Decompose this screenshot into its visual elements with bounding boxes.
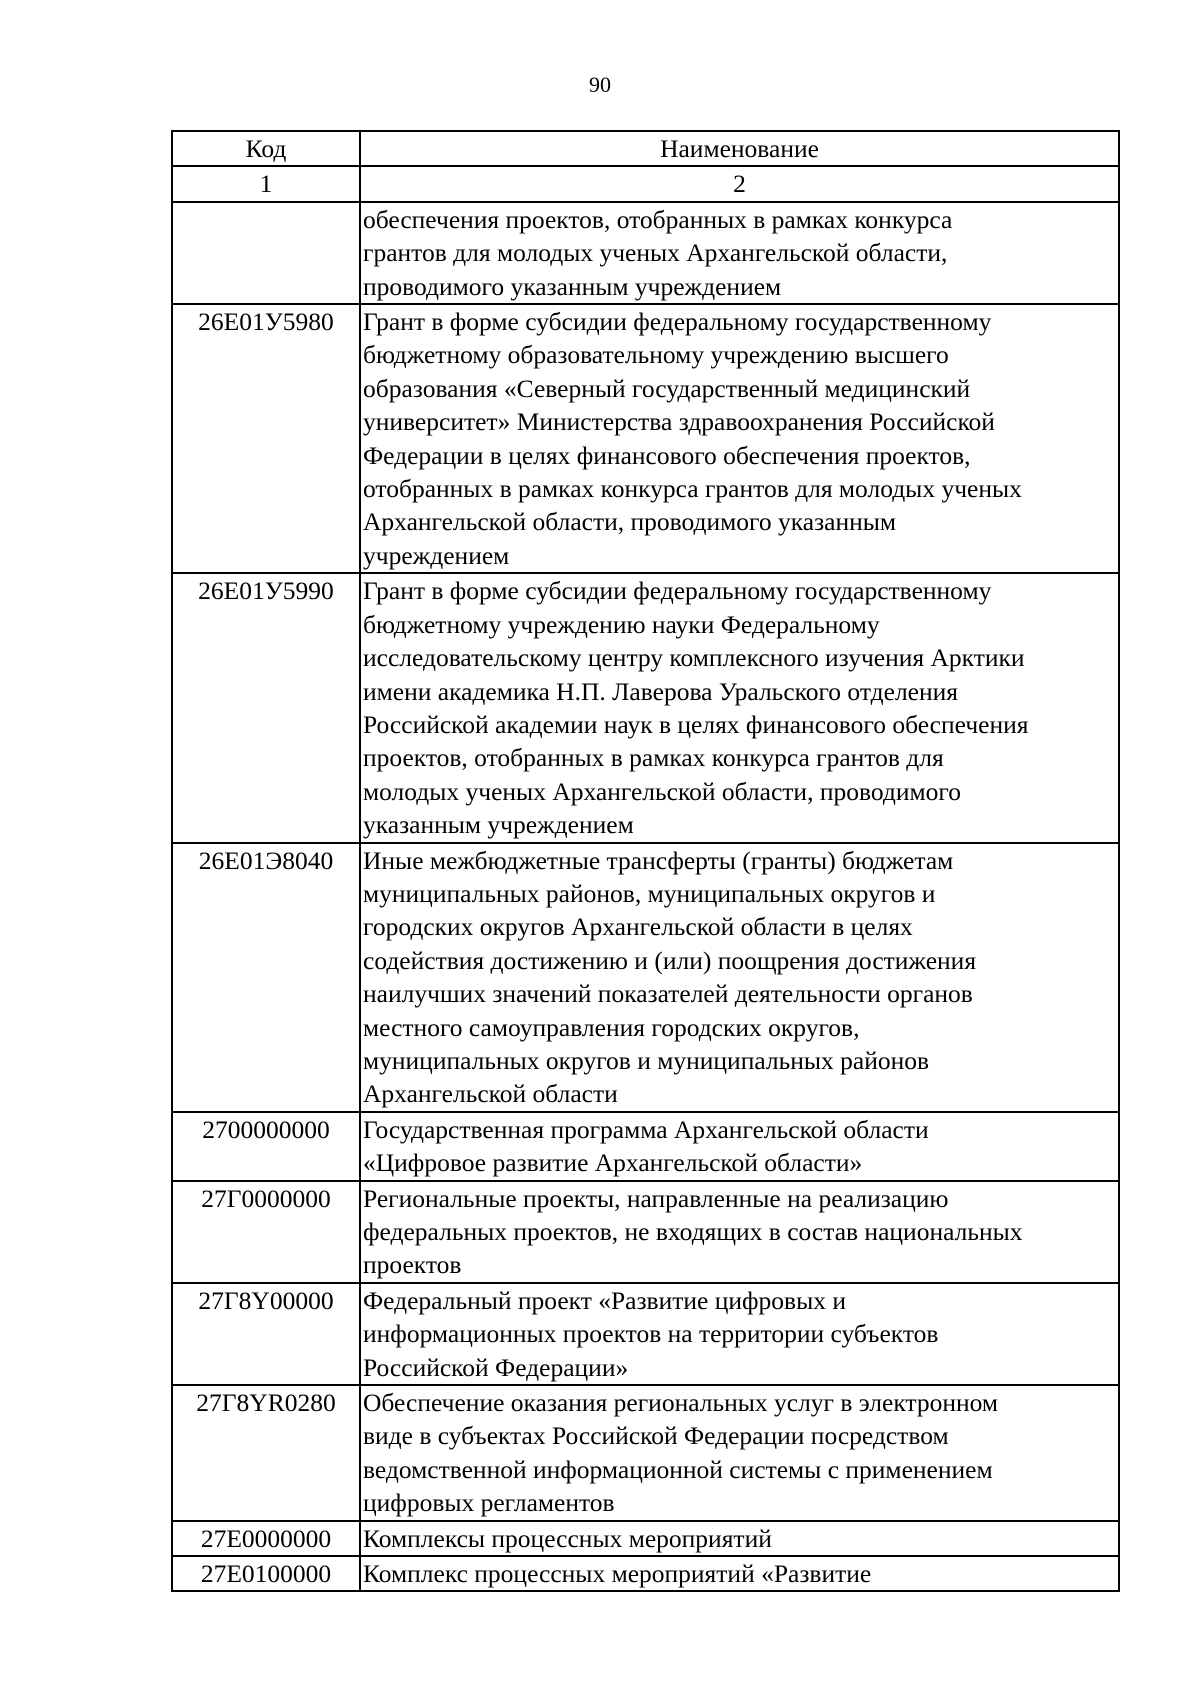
- page-number: 90: [589, 72, 611, 97]
- row-code: 27Г8Y00000: [172, 1283, 360, 1385]
- row-name-line: Российской Федерации»: [363, 1352, 629, 1382]
- row-name: [360, 1385, 1119, 1521]
- table-row: [172, 304, 1119, 573]
- row-name-line: муниципальных районов, муниципальных округов и: [363, 878, 936, 908]
- row-name-line: Комплекс процессных мероприятий «Развитие: [363, 1559, 872, 1589]
- row-name-line: содействия достижению и (или) поощрения достижения: [363, 945, 977, 975]
- row-name-line: бюджетному образовательному учреждению высшего: [363, 340, 949, 370]
- row-name-line: Федеральный проект «Развитие цифровых и: [363, 1285, 846, 1315]
- row-code: 27Е0000000: [172, 1521, 360, 1556]
- row-name-line: Государственная программа Архангельской области: [363, 1114, 929, 1144]
- row-name: [360, 1112, 1119, 1181]
- row-name-line: Региональные проекты, направленные на реализацию: [363, 1183, 949, 1213]
- table-row: [172, 1521, 1119, 1556]
- row-name-line: имени академика Н.П. Лаверова Уральского отделения: [363, 676, 959, 706]
- row-name-line: муниципальных округов и муниципальных районов: [363, 1045, 930, 1075]
- table-row: [172, 1385, 1119, 1521]
- row-name-line: Иные межбюджетные трансферты (гранты) бюджетам: [363, 845, 954, 875]
- table-body: [172, 202, 1119, 1592]
- table-header-row: [172, 131, 1119, 166]
- header-code: Код: [172, 131, 360, 166]
- row-code: 27Г8YR0280: [172, 1385, 360, 1521]
- row-name-line: информационных проектов на территории субъектов: [363, 1319, 939, 1349]
- row-name-line: Обеспечение оказания региональных услуг в электронном: [363, 1388, 999, 1418]
- table-row: [172, 202, 1119, 304]
- row-name-line: обеспечения проектов, отобранных в рамках конкурса: [363, 204, 953, 234]
- row-name: [360, 304, 1119, 573]
- row-name-line: исследовательскому центру комплексного изучения Арктики: [363, 643, 1025, 673]
- row-name-line: учреждением: [363, 540, 510, 570]
- row-name-line: молодых ученых Архангельской области, проводимого: [363, 776, 961, 806]
- row-code: 26Е01Э8040: [172, 843, 360, 1112]
- row-name-line: городских округов Архангельской области в целях: [363, 912, 913, 942]
- row-name: [360, 843, 1119, 1112]
- row-code: [172, 202, 360, 304]
- row-name-line: проводимого указанным учреждением: [363, 271, 782, 301]
- column-number-2: 2: [360, 166, 1119, 201]
- row-name: [360, 573, 1119, 842]
- row-name: [360, 1283, 1119, 1385]
- row-code: 2700000000: [172, 1112, 360, 1181]
- header-name: Наименование: [360, 131, 1119, 166]
- row-name-line: университет» Министерства здравоохранения Российской: [363, 407, 995, 437]
- row-name-line: Архангельской области, проводимого указанным: [363, 507, 897, 537]
- row-code: 27Г0000000: [172, 1181, 360, 1283]
- row-name-line: Грант в форме субсидии федеральному государственному: [363, 576, 992, 606]
- row-name: [360, 1181, 1119, 1283]
- row-name-line: отобранных в рамках конкурса грантов для молодых ученых: [363, 474, 1022, 504]
- row-name: [360, 202, 1119, 304]
- row-name-line: проектов, отобранных в рамках конкурса грантов для: [363, 743, 944, 773]
- row-name-line: Архангельской области: [363, 1079, 618, 1109]
- budget-codes-table: [171, 130, 1120, 1592]
- row-name: [360, 1556, 1119, 1591]
- row-name-line: виде в субъектах Российской Федерации посредством: [363, 1421, 949, 1451]
- row-name-line: наилучших значений показателей деятельности органов: [363, 979, 973, 1009]
- row-name-line: проектов: [363, 1250, 462, 1280]
- row-name-line: указанным учреждением: [363, 810, 634, 840]
- row-name: [360, 1521, 1119, 1556]
- row-code: 26Е01У5980: [172, 304, 360, 573]
- row-name-line: цифровых регламентов: [363, 1488, 615, 1518]
- column-number-row: [172, 166, 1119, 201]
- row-name-line: грантов для молодых ученых Архангельской области,: [363, 238, 948, 268]
- row-name-line: Российской академии наук в целях финансового обеспечения: [363, 709, 1029, 739]
- table-row: [172, 1283, 1119, 1385]
- row-name-line: «Цифровое развитие Архангельской области»: [363, 1148, 863, 1178]
- column-number-1: 1: [172, 166, 360, 201]
- row-name-line: федеральных проектов, не входящих в состав национальных: [363, 1217, 1023, 1246]
- row-name-line: Федерации в целях финансового обеспечения проектов,: [363, 440, 971, 470]
- row-name-line: бюджетному учреждению науки Федеральному: [363, 609, 880, 639]
- table-row: [172, 1181, 1119, 1283]
- row-name-line: Комплексы процессных мероприятий: [363, 1523, 772, 1553]
- row-name-line: Грант в форме субсидии федеральному государственному: [363, 307, 992, 337]
- row-name-line: образования «Северный государственный медицинский: [363, 373, 971, 403]
- row-name-line: местного самоуправления городских округов,: [363, 1012, 860, 1042]
- table-row: [172, 843, 1119, 1112]
- row-name-line: ведомственной информационной системы с применением: [363, 1454, 993, 1484]
- table-row: [172, 1112, 1119, 1181]
- row-code: 26Е01У5990: [172, 573, 360, 842]
- row-code: 27Е0100000: [172, 1556, 360, 1591]
- table-row: [172, 1556, 1119, 1591]
- table-row: [172, 573, 1119, 842]
